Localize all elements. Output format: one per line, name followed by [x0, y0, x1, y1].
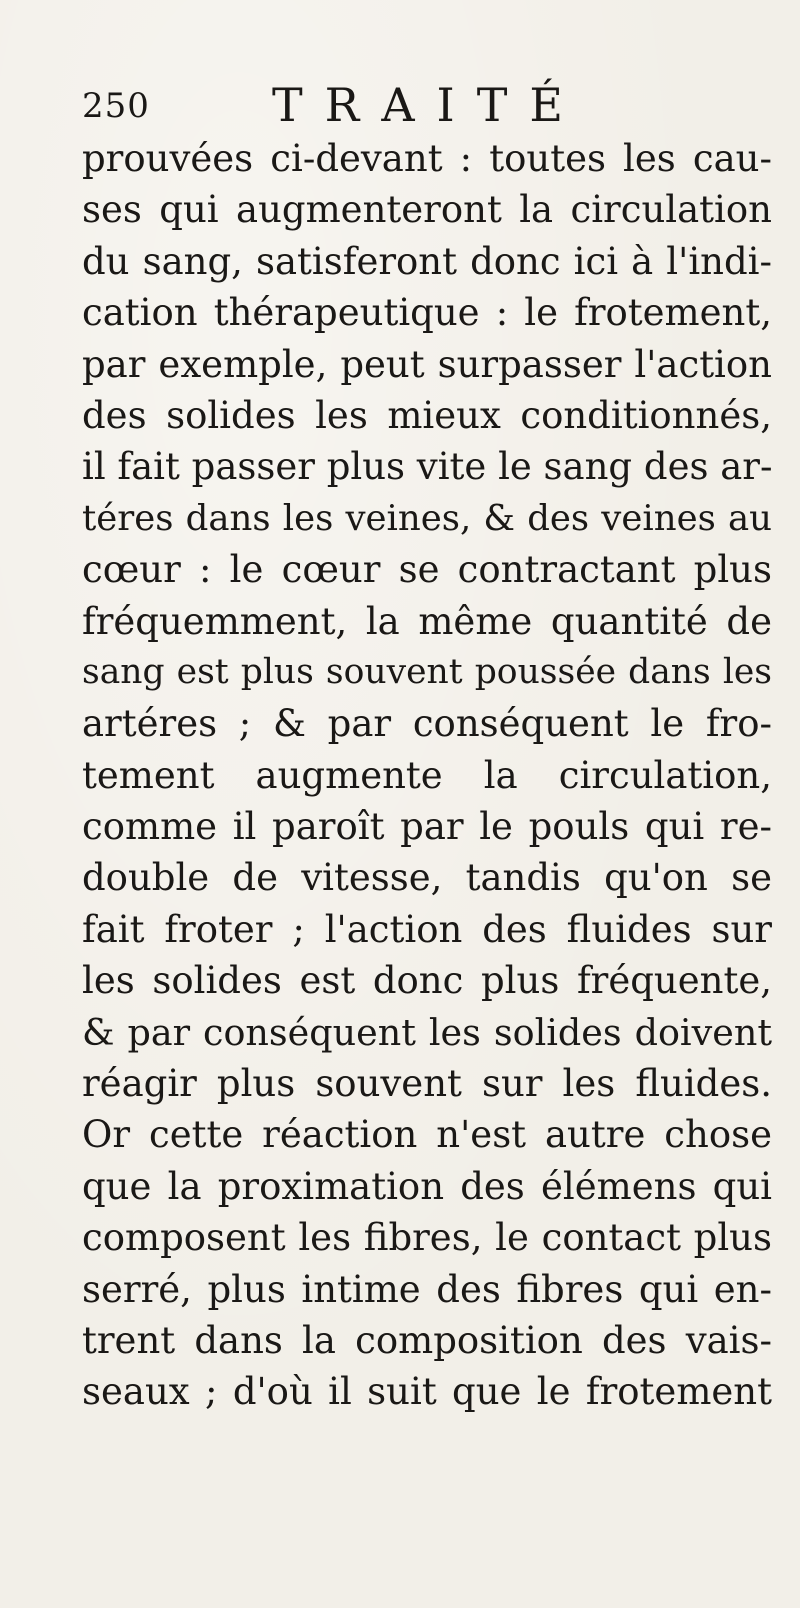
page-number: 250 — [82, 86, 150, 126]
text-line: cation thérapeutique : le frotement, — [82, 291, 772, 335]
text-line: téres dans les veines, & des veines au — [82, 497, 772, 539]
body-text — [82, 133, 772, 1418]
text-line: artéres ; & par conséquent le fro- — [82, 702, 772, 746]
text-line: les solides est donc plus fréquente, — [82, 959, 772, 1003]
text-line: du sang, satisferont donc ici à l'indi- — [82, 239, 772, 283]
text-line: composent les fibres, le contact plus — [82, 1216, 772, 1260]
text-line: que la proximation des élémens qui — [82, 1164, 772, 1208]
running-title: TRAITÉ — [272, 78, 585, 132]
text-line: serré, plus intime des fibres qui en- — [82, 1267, 772, 1311]
page-header — [82, 78, 742, 134]
text-line: Or cette réaction n'est autre chose — [82, 1113, 772, 1157]
text-line: sang est plus souvent poussée dans les — [82, 651, 772, 692]
text-line: des solides les mieux conditionnés, — [82, 393, 772, 437]
text-line: comme il paroît par le pouls qui re- — [82, 805, 772, 849]
text-line: il fait passer plus vite le sang des ar- — [82, 445, 773, 489]
text-line: fréquemment, la même quantité de — [82, 599, 772, 643]
text-line: double de vitesse, tandis qu'on se — [82, 856, 772, 900]
text-line: ses qui augmenteront la circulation — [82, 188, 772, 232]
text-line: fait froter ; l'action des fluides sur — [82, 907, 772, 951]
text-line: tement augmente la circulation, — [82, 753, 772, 797]
text-line: réagir plus souvent sur les fluides. — [82, 1062, 772, 1106]
text-line: trent dans la composition des vais- — [82, 1318, 772, 1362]
text-line: par exemple, peut surpasser l'action — [82, 342, 772, 386]
text-line: seaux ; d'où il suit que le frotement — [82, 1370, 772, 1414]
text-line: & par conséquent les solides doivent — [82, 1010, 772, 1054]
text-line: cœur : le cœur se contractant plus — [82, 548, 772, 592]
text-line: prouvées ci-devant : toutes les cau- — [82, 137, 772, 180]
